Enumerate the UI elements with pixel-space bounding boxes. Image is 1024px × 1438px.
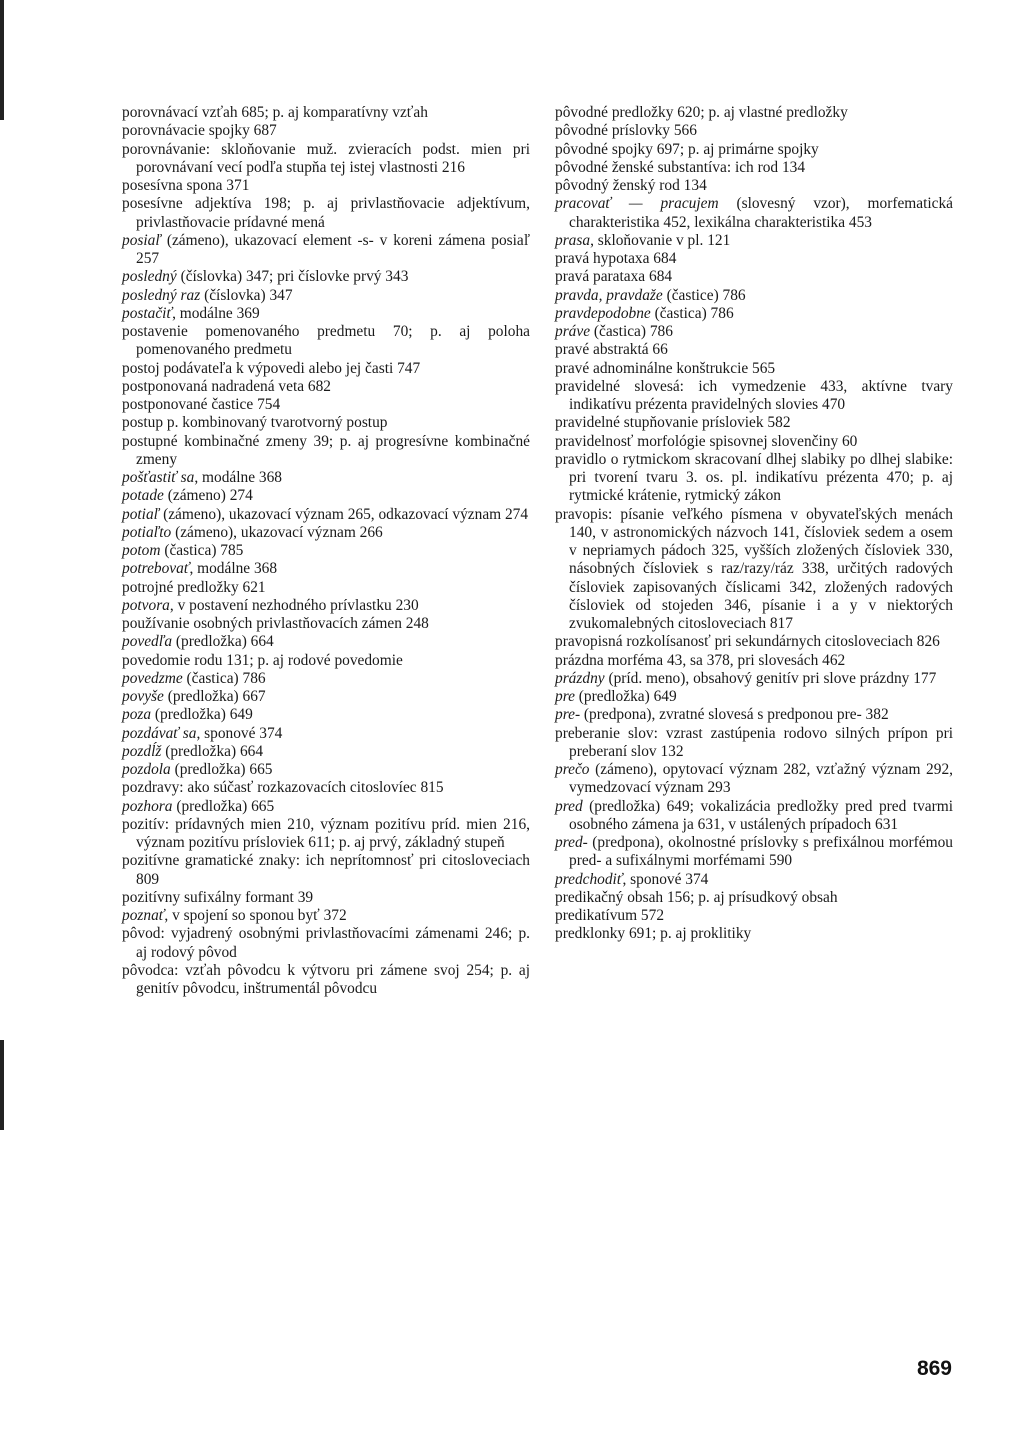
index-entry-references: (predpona), zvratné slovesá s predponou pre- 382 <box>580 706 889 724</box>
index-entry <box>122 141 530 178</box>
index-entry-references: (častice) 786 <box>662 286 746 304</box>
index-entry-headword: povedomie rodu <box>122 651 223 669</box>
index-entry <box>122 396 530 414</box>
index-entry-headword: pôvodné spojky <box>555 140 653 158</box>
index-entry <box>122 122 530 140</box>
index-entry-references: 565 <box>748 359 776 377</box>
index-entry <box>122 305 530 323</box>
index-entry <box>555 925 953 943</box>
index-entry-references: 687 <box>249 122 277 140</box>
index-entry <box>122 232 530 269</box>
index-entry <box>555 141 953 159</box>
index-entry-headword: pravidelné slovesá <box>555 377 680 395</box>
index-entry-references: , modálne 368 <box>189 560 278 578</box>
index-entry-headword: pôvodné predložky <box>555 104 674 121</box>
index-entry <box>122 287 530 305</box>
index-entry-headword: postponovaná nadradená veta <box>122 377 305 395</box>
index-entry <box>122 579 530 597</box>
index-entry-headword: pôvodné príslovky <box>555 122 670 140</box>
index-entry-references: pri sekundárnych citosloveciach 826 <box>710 633 940 651</box>
index-entry-headword: potrojné predložky <box>122 578 239 596</box>
index-entry-headword: pôvodný ženský rod <box>555 177 680 194</box>
index-entry-references: : prídavných mien 210, význam pozitívu príd. mien 216, význam pozitívu prísloviek 611; p. aj prvý, základný stupeň <box>136 815 530 851</box>
index-entry <box>122 688 530 706</box>
index-entry-references: , modálne 368 <box>194 469 282 486</box>
index-entry-headword: povedzme <box>122 669 183 687</box>
index-entry <box>555 177 953 195</box>
index-entry-headword: pozdĺž <box>122 742 162 760</box>
index-entry-references: (častica) 786 <box>182 669 266 687</box>
index-entry-headword: pozdola <box>122 761 171 778</box>
index-entry <box>555 433 953 451</box>
index-entry <box>122 962 530 999</box>
index-entry-references: 371 <box>222 177 250 194</box>
index-entry <box>555 287 953 305</box>
index-entry-headword: posesívna spona <box>122 177 223 194</box>
index-entry-headword: pravidlo o rytmickom skracovaní dlhej slabiky <box>555 450 846 468</box>
index-entry-headword: potiaľto <box>122 523 172 541</box>
index-entry-references: (zámeno), opytovací význam 282, vzťažný význam 292, vymedzovací význam 293 <box>569 761 953 797</box>
index-entry <box>122 706 530 724</box>
index-entry-headword: postačiť <box>122 304 173 322</box>
index-entry-headword: pozitív <box>122 815 165 833</box>
index-entry-references: : ich rod 134 <box>726 158 806 176</box>
index-entry <box>122 633 530 651</box>
index-entry-headword: pravdepodobne <box>555 304 651 322</box>
index-entry <box>122 104 530 122</box>
index-entry-references: 684 <box>645 268 673 286</box>
index-entry-headword: povyše <box>122 688 164 705</box>
index-entry <box>555 305 953 323</box>
index-entry-headword: prázdny <box>555 669 605 687</box>
index-entry-headword: postponované častice <box>122 396 254 413</box>
index-entry-references: 682 <box>304 377 331 395</box>
index-entry <box>555 232 953 250</box>
index-entry-headword: pred <box>555 797 583 815</box>
index-entry-references: : ich neprítomnosť pri citosloveciach 809 <box>136 852 530 888</box>
index-entry <box>122 268 530 286</box>
index-entry-headword: pre <box>555 688 575 705</box>
index-entry-headword: pravé abstraktá <box>555 341 649 359</box>
index-entry <box>555 360 953 378</box>
index-entry-references: (príd. meno), obsahový genitív pri slove prázdny 177 <box>604 669 937 687</box>
index-entry <box>122 652 530 670</box>
index-entry-references: : skloňovanie muž. zvieracích podst. mien pri porovnávaní vecí podľa stupňa tej istej vlastnosti 216 <box>136 140 530 176</box>
index-entry-references: (zámeno) 274 <box>163 487 253 505</box>
index-entry <box>122 597 530 615</box>
index-entry-headword: preberanie slov <box>555 724 654 742</box>
index-entry <box>555 670 953 688</box>
index-entry <box>122 761 530 779</box>
index-entry <box>555 688 953 706</box>
index-entry-references: 572 <box>637 907 665 924</box>
index-entry <box>555 834 953 871</box>
index-entry-references: 66 <box>648 341 668 359</box>
index-entry-references: , sponové 374 <box>196 724 283 742</box>
index-entry-headword: pozhora <box>122 797 173 815</box>
index-entry-headword: pravidelnosť morfológie spisovnej slovenčiny <box>555 432 839 450</box>
index-entry-headword: posiaľ <box>122 231 161 249</box>
index-entry <box>122 798 530 816</box>
index-entry-headword: postup <box>122 414 164 432</box>
index-entry-headword: poza <box>122 706 152 724</box>
index-entry <box>555 378 953 415</box>
index-entry-references: (predložka) 664 <box>172 633 274 651</box>
index-entry-headword: postupné kombinačné zmeny <box>122 432 307 450</box>
index-entry-headword: pravá parataxa <box>555 268 646 286</box>
index-entry <box>555 451 953 506</box>
index-entry-headword: pravda, pravdaže <box>555 286 663 304</box>
index-entry-headword: potiaľ <box>122 505 160 523</box>
index-entry <box>122 779 530 797</box>
index-entry-headword: prasa <box>555 231 591 249</box>
index-entry-references: : písanie veľkého písmena v obyvateľských menách 140, v astronomických názvoch 141, čísloviek sedem a osem v nepriamych pádoch 325, vyšších zložených čísloviek 330, násobných čísloviek s raz/razy/ráz 338, určitých radových čísloviek zapisovaných číslicami 342, zložených radových čísloviek od stojeden 346, písanie i a y v niektorých zvukomalebných citosloveciach 817 <box>569 505 953 632</box>
index-entry-references: (častica) 786 <box>590 323 673 340</box>
index-entry-headword: pozitívne gramatické znaky <box>122 852 296 870</box>
index-entry <box>122 670 530 688</box>
index-entry-references: (predložka) 649; vokalizácia predložky pred pred tvarmi osobného zámena ja 631, v ustálených prípadoch 631 <box>569 797 953 833</box>
index-entry-headword: pozdravy <box>122 779 180 797</box>
index-entry <box>555 268 953 286</box>
index-entry-headword: porovnávacie spojky <box>122 122 250 140</box>
index-entry-references: (zámeno), ukazovací význam 266 <box>171 523 383 541</box>
index-entry-references: 684 <box>649 250 677 267</box>
index-entry-headword: povedľa <box>122 633 173 651</box>
index-entry-headword: pravá hypotaxa <box>555 250 650 267</box>
index-entry <box>122 725 530 743</box>
index-entry-references: 248 <box>401 615 429 632</box>
index-entry-headword: predikatívum <box>555 907 638 924</box>
index-entry-headword: postavenie pomenovaného predmetu <box>122 323 376 340</box>
index-entry <box>555 250 953 268</box>
scan-edge-mark-bottom <box>0 1040 4 1130</box>
index-entry <box>555 633 953 651</box>
index-entry-headword: postoj podávateľa k výpovedi <box>122 359 305 377</box>
index-entry-references: 39; p. aj progresívne kombinačné zmeny <box>136 432 530 468</box>
index-entry <box>122 925 530 962</box>
index-entry <box>555 706 953 724</box>
index-entry <box>122 524 530 542</box>
index-entry <box>122 852 530 889</box>
index-entry-headword: potade <box>122 487 164 505</box>
index-entry-references: (častica) 786 <box>650 304 734 322</box>
index-entry-references: : vyjadrený osobnými privlastňovacími zámenami 246; p. aj rodový pôvod <box>136 925 530 961</box>
index-entry <box>122 433 530 470</box>
index-entry-headword: predchodiť <box>555 870 623 888</box>
index-entry-references: (predložka) 667 <box>163 688 266 705</box>
index-entry <box>555 414 953 432</box>
index-entry-references: (predpona), okolnostné príslovky s prefixálnou morfémou pred- a sufixálnymi morfémami 590 <box>569 834 953 870</box>
index-entry-references: p. kombinovaný tvarotvorný postup <box>163 414 388 432</box>
index-entry-references: : vzťah pôvodcu k výtvoru pri zámene svoj 254; p. aj genitív pôvodcu, inštrumentál pôvodcu <box>136 961 530 997</box>
index-entry-headword: pravopisná rozkolísanosť <box>555 633 711 651</box>
index-entry-headword: pozitívny sufixálny formant <box>122 888 294 906</box>
index-column-right <box>555 104 953 944</box>
index-entry-references: 621 <box>238 578 266 596</box>
index-entry <box>122 414 530 432</box>
index-entry-headword: pôvodné ženské substantíva <box>555 158 727 176</box>
index-entry-headword: predklonky <box>555 925 626 943</box>
index-entry-references: (zámeno), ukazovací význam 265, odkazovací význam 274 <box>159 505 529 523</box>
index-entry-references: 131; p. aj rodové povedomie <box>222 651 403 669</box>
index-entry-references: (slovesný vzor), morfematická charakteristika 452, lexikálna charakteristika 453 <box>569 195 953 231</box>
index-entry-references: 70; p. aj poloha pomenovaného predmetu <box>136 323 530 359</box>
index-entry-references: , v postavení nezhodného prívlastku 230 <box>169 596 419 614</box>
index-entry <box>555 159 953 177</box>
index-entry-headword: pravidelné stupňovanie prísloviek <box>555 414 764 432</box>
index-entry-headword: posesívne adjektíva <box>122 195 252 213</box>
index-entry-references: (predložka) 665 <box>172 797 275 815</box>
index-entry-references: po dlhej slabike: pri tvorení tvaru 3. os. pl. indikatívu prézenta 470; p. aj rytmické krátenie, rytmický zákon <box>569 450 953 505</box>
index-entry-references: (častica) 785 <box>160 542 244 559</box>
index-entry-references: , modálne 369 <box>172 304 260 322</box>
index-entry <box>555 907 953 925</box>
page-number: 869 <box>916 1357 952 1380</box>
index-entry-headword: pôvodca <box>122 961 175 979</box>
index-entry-references: 582 <box>763 414 791 432</box>
index-entry-headword: potrebovať <box>122 560 190 578</box>
index-entry <box>555 889 953 907</box>
index-entry <box>555 506 953 634</box>
index-entry-references: (číslovka) 347 <box>200 286 293 304</box>
index-entry-references: 43, sa 378, pri slovesách 462 <box>663 651 846 669</box>
index-entry-references: (predložka) 664 <box>161 742 264 760</box>
index-entry <box>122 323 530 360</box>
index-entry-headword: pravé adnominálne konštrukcie <box>555 359 749 377</box>
index-entry <box>122 506 530 524</box>
index-entry-references: (číslovka) 347; pri číslovke prvý 343 <box>176 268 409 286</box>
index-entry-headword: pracovať — pracujem <box>555 195 719 213</box>
index-entry-references: 691; p. aj proklitiky <box>625 925 752 943</box>
index-entry-references: 697; p. aj primárne spojky <box>652 140 819 158</box>
index-entry-references: , skloňovanie v pl. 121 <box>590 231 731 249</box>
index-entry <box>555 761 953 798</box>
index-entry-headword: poznať <box>122 907 165 924</box>
index-entry-references: alebo jej časti 747 <box>304 359 421 377</box>
index-entry-references: : vzrast zastúpenia rodovo silných prípon pri preberaní slov 132 <box>569 724 953 760</box>
index-entry-references: : ich vymedzenie 433, aktívne tvary indikatívu prézenta pravidelných slovies 470 <box>569 377 953 413</box>
index-entry <box>122 469 530 487</box>
index-entry-headword: pre- <box>555 706 581 724</box>
index-entry-references: 60 <box>838 432 858 450</box>
index-entry-headword: predikačný obsah <box>555 888 664 906</box>
index-entry <box>555 195 953 232</box>
index-entry-headword: pôvod <box>122 925 161 943</box>
index-entry <box>122 889 530 907</box>
index-entry-references: (zámeno), ukazovací element -s- v koreni zámena posiaľ 257 <box>136 231 530 267</box>
index-entry-references: 566 <box>670 122 697 140</box>
index-entry-headword: potom <box>122 542 161 559</box>
index-entry-headword: prázdna morféma <box>555 651 664 669</box>
index-entry-headword: pred- <box>555 834 588 851</box>
index-entry-references: , v spojení so sponou byť 372 <box>164 907 347 924</box>
index-entry <box>555 104 953 122</box>
index-entry-references: (predložka) 649 <box>151 706 253 724</box>
index-entry-references: 156; p. aj prísudkový obsah <box>663 888 838 906</box>
index-entry-references: (predložka) 665 <box>170 761 273 778</box>
index-entry-references: , sponové 374 <box>622 870 709 888</box>
index-entry <box>122 615 530 633</box>
index-entry-headword: porovnávací vzťah <box>122 104 238 121</box>
index-entry <box>122 907 530 925</box>
index-entry-references: 620; p. aj vlastné predložky <box>673 104 848 121</box>
index-entry-references: 39 <box>293 888 314 906</box>
index-entry <box>122 743 530 761</box>
index-entry <box>555 798 953 835</box>
index-entry <box>122 177 530 195</box>
index-entry-references: : ako súčasť rozkazovacích citoslovíec 815 <box>179 779 444 797</box>
index-entry <box>555 725 953 762</box>
index-entry-references: 198; p. aj privlastňovacie adjektívum, privlastňovacie prídavné mená <box>136 195 530 231</box>
index-column-left <box>122 104 530 998</box>
index-entry <box>555 871 953 889</box>
index-entry <box>555 323 953 341</box>
index-entry-headword: posledný <box>122 268 177 286</box>
index-entry <box>122 487 530 505</box>
index-entry-headword: posledný raz <box>122 286 201 304</box>
index-entry <box>122 560 530 578</box>
index-entry-headword: porovnávanie <box>122 140 206 158</box>
index-entry-headword: potvora <box>122 596 170 614</box>
index-entry-headword: práve <box>555 323 591 340</box>
index-entry-references: 685; p. aj komparatívny vzťah <box>237 104 428 121</box>
index-entry-headword: pozdávať sa <box>122 724 197 742</box>
scan-edge-mark-top <box>0 0 4 120</box>
index-entry <box>555 122 953 140</box>
index-entry <box>122 542 530 560</box>
index-entry <box>122 378 530 396</box>
index-entry-headword: prečo <box>555 761 590 778</box>
index-entry <box>122 195 530 232</box>
index-entry <box>555 652 953 670</box>
index-entry-references: 754 <box>253 396 281 413</box>
index-entry-references: 134 <box>679 177 707 194</box>
index-entry-references: (predložka) 649 <box>574 688 677 705</box>
index-entry-headword: používanie osobných privlastňovacích zámen <box>122 615 402 632</box>
index-entry <box>122 360 530 378</box>
index-entry-headword: pošťastiť sa <box>122 469 195 486</box>
index-entry-headword: pravopis <box>555 505 609 523</box>
index-entry <box>555 341 953 359</box>
index-entry <box>122 816 530 853</box>
